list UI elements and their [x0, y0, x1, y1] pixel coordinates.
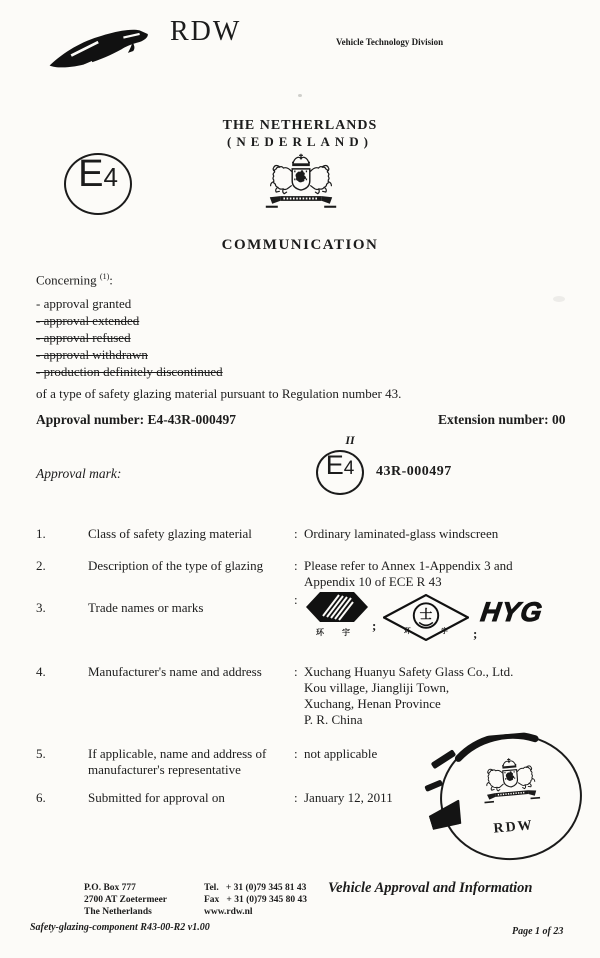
country-title: THE NETHERLANDS	[222, 118, 378, 133]
approval-mark-label: Approval mark:	[36, 466, 122, 481]
item-colon: :	[294, 746, 298, 761]
footer-address-line: The Netherlands	[84, 907, 152, 917]
country-title-native: (NEDERLAND)	[227, 134, 373, 149]
rdw-wordmark: RDW	[170, 16, 242, 47]
item-colon: :	[294, 664, 298, 679]
item-number: 6.	[36, 790, 46, 805]
scan-speck	[298, 94, 302, 97]
item-label: Trade names or marks	[88, 600, 204, 615]
stamp-rdw-label: RDW	[492, 818, 535, 837]
trademark-separator: ;	[372, 618, 377, 633]
page-number: Page 1 of 23	[512, 926, 564, 937]
item-value: Xuchang Huanyu Safety Glass Co., Ltd.	[304, 664, 514, 679]
hyg-logo: HYG	[478, 597, 545, 627]
item-number: 3.	[36, 600, 46, 615]
extension-number: Extension number: 00	[438, 412, 566, 427]
item-value: January 12, 2011	[304, 790, 393, 805]
concerning-colon: :	[109, 272, 113, 288]
glazing-class-roman: II	[345, 433, 355, 447]
footer-website: www.rdw.nl	[204, 907, 253, 917]
netherlands-coat-of-arms	[253, 151, 349, 214]
hexagon-trademark-icon	[306, 590, 368, 624]
item-label: Submitted for approval on	[88, 790, 225, 805]
item-value: Please refer to Annex 1-Appendix 3 and	[304, 558, 513, 573]
concerning-option: - production definitely discontinued	[36, 364, 223, 379]
item-value: not applicable	[304, 746, 378, 761]
scan-smudge	[553, 296, 565, 302]
item-colon: :	[294, 558, 298, 573]
diamond-trademark-icon	[383, 594, 469, 641]
diamond-char-right: 宇	[441, 627, 448, 636]
footer-contact-line: Fax + 31 (0)79 345 80 43	[204, 895, 308, 905]
item-value: Ordinary laminated-glass windscreen	[304, 526, 499, 541]
e4-approval-mark-badge	[64, 153, 132, 215]
item-value: Kou village, Jiangliji Town,	[304, 680, 450, 695]
footnote-ref: (1)	[99, 272, 110, 281]
item-number: 5.	[36, 746, 46, 761]
e4-approval-mark-small	[316, 450, 364, 495]
item-label: Description of the type of glazing	[88, 558, 264, 573]
item-value: P. R. China	[304, 712, 363, 727]
item-number: 1.	[36, 526, 46, 541]
item-colon: :	[294, 592, 298, 607]
concerning-line	[36, 272, 113, 288]
diamond-char-left: 环	[404, 627, 411, 636]
item-label: Manufacturer's name and address	[88, 664, 262, 679]
item-colon: :	[294, 526, 298, 541]
item-number: 2.	[36, 558, 46, 573]
approval-number: Approval number: E4-43R-000497	[36, 412, 237, 427]
rdw-bird-logo	[46, 22, 154, 72]
item-label: manufacturer's representative	[88, 762, 241, 777]
document-reference: Safety-glazing-component R43-00-R2 v1.00	[30, 922, 210, 933]
e4-number: 4	[343, 458, 355, 479]
concerning-subject: of a type of safety glazing material pursuant to Regulation number 43.	[36, 386, 402, 401]
footer-address-line: 2700 AT Zoetermeer	[84, 895, 168, 905]
item-value: Xuchang, Henan Province	[304, 696, 441, 711]
footer-tagline: Vehicle Approval and Information	[328, 880, 533, 896]
concerning-label: Concerning	[36, 272, 97, 288]
concerning-option: - approval withdrawn	[36, 347, 148, 362]
hexagon-trademark-caption: 环 宇	[316, 628, 358, 637]
concerning-option: - approval granted	[36, 296, 132, 311]
item-colon: :	[294, 790, 298, 805]
diamond-glyph: 士	[419, 606, 433, 622]
item-value: Appendix 10 of ECE R 43	[304, 574, 442, 589]
division-title: Vehicle Technology Division	[336, 37, 444, 47]
footer-address-line: P.O. Box 777	[84, 883, 136, 893]
concerning-option: - approval refused	[36, 330, 131, 345]
rdw-stamp	[435, 728, 587, 866]
item-number: 4.	[36, 664, 46, 679]
e4-number: 4	[103, 162, 118, 192]
approval-mark-code: 43R-000497	[376, 464, 452, 479]
concerning-option: - approval extended	[36, 313, 140, 328]
item-label: If applicable, name and address of	[88, 746, 267, 761]
e4-letter: E	[78, 153, 104, 195]
stamp-coat-of-arms	[471, 753, 551, 809]
item-label: Class of safety glazing material	[88, 526, 252, 541]
e4-letter: E	[325, 450, 344, 480]
footer-contact-line: Tel. + 31 (0)79 345 81 43	[204, 883, 307, 893]
trademark-separator: ;	[473, 626, 478, 641]
communication-heading: COMMUNICATION	[221, 237, 379, 253]
